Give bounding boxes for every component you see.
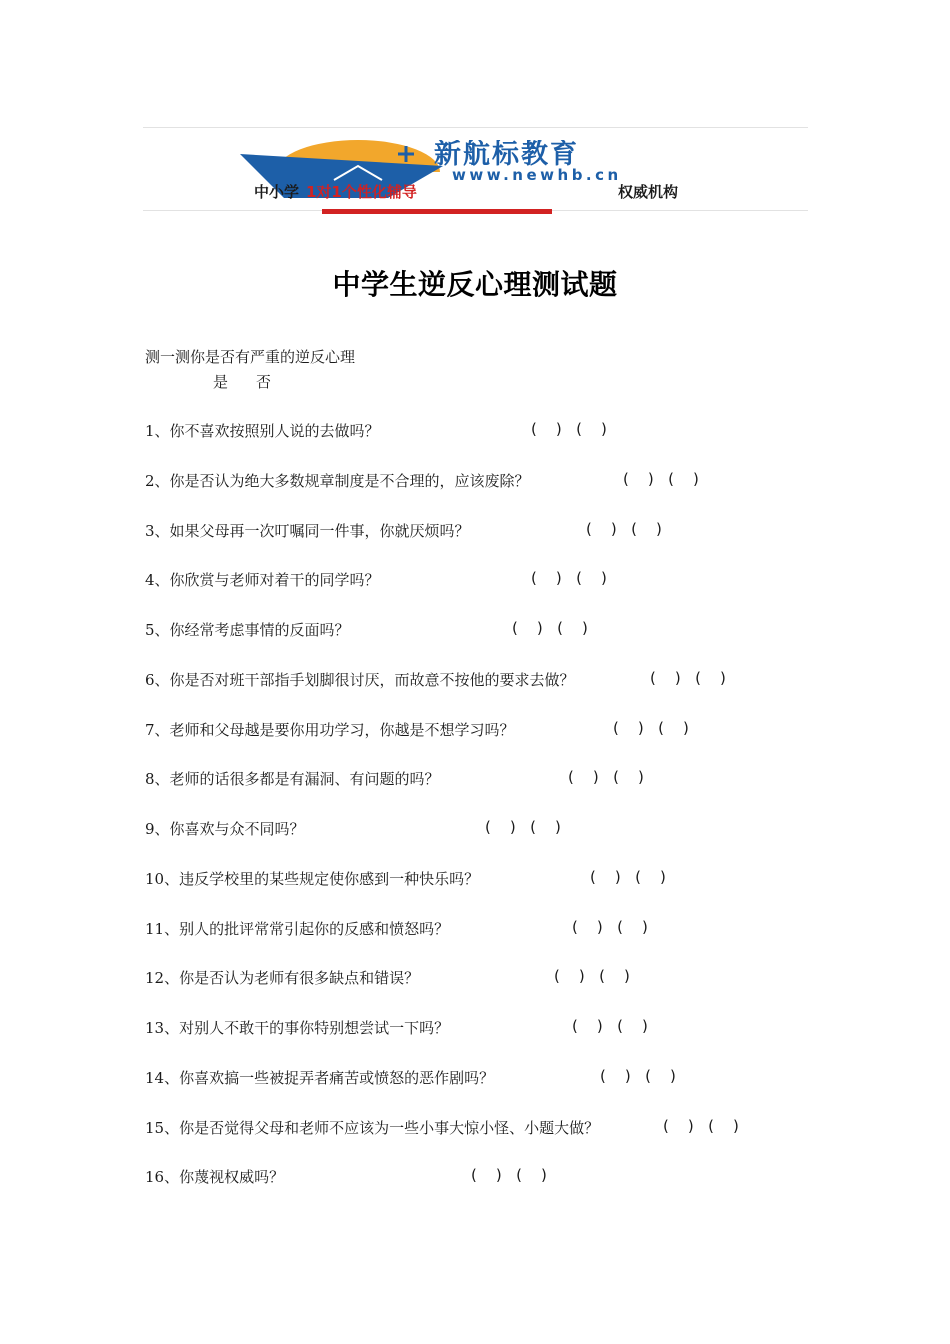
answer-blanks: ( ) ( )	[600, 1067, 676, 1085]
question-text: 15、你是否觉得父母和老师不应该为一些小事大惊小怪、小题大做？	[145, 1119, 600, 1137]
logo-url-text: www.newhb.cn	[452, 166, 622, 184]
answer-blanks: ( ) ( )	[512, 619, 588, 637]
question-text: 13、对别人不敢干的事你特别想尝试一下吗？	[145, 1019, 450, 1037]
answer-blanks: ( ) ( )	[485, 818, 561, 836]
question-text: 5、你经常考虑事情的反面吗？	[145, 621, 350, 639]
answer-blanks: ( ) ( )	[531, 569, 607, 587]
answer-blanks: ( ) ( )	[572, 1017, 648, 1035]
yes-label: 是	[213, 373, 229, 391]
answer-blanks: ( ) ( )	[650, 669, 726, 687]
question-text: 3、如果父母再一次叮嘱同一件事，你就厌烦吗？	[145, 522, 470, 540]
page-title: 中学生逆反心理测试题	[332, 268, 618, 301]
logo-brand-text: 新航标教育	[434, 140, 579, 170]
intro-text: 测一测你是否有严重的逆反心理	[145, 348, 356, 366]
question-text: 8、老师的话很多都是有漏洞、有问题的吗？	[145, 770, 440, 788]
logo-red-bar	[322, 209, 552, 214]
question-text: 4、你欣赏与老师对着干的同学吗？	[145, 571, 380, 589]
question-text: 1、你不喜欢按照别人说的去做吗？	[145, 422, 380, 440]
answer-blanks: ( ) ( )	[471, 1166, 547, 1184]
answer-blanks: ( ) ( )	[663, 1117, 739, 1135]
answer-blanks: ( ) ( )	[613, 719, 689, 737]
question-text: 9、你喜欢与众不同吗？	[145, 820, 305, 838]
question-text: 16、你蔑视权威吗？	[145, 1168, 285, 1186]
logo-tagline-post: 权威机构	[618, 183, 679, 201]
answer-blanks: ( ) ( )	[568, 768, 644, 786]
answer-blanks: ( ) ( )	[590, 868, 666, 886]
answer-blanks: ( ) ( )	[623, 470, 699, 488]
logo-tagline-red: 1对1个性化辅导	[306, 183, 417, 201]
answer-blanks: ( ) ( )	[572, 918, 648, 936]
question-text: 6、你是否对班干部指手划脚很讨厌，而故意不按他的要求去做？	[145, 671, 575, 689]
question-text: 7、老师和父母越是要你用功学习，你越是不想学习吗？	[145, 721, 515, 739]
answer-blanks: ( ) ( )	[531, 420, 607, 438]
brand-logo	[238, 140, 774, 202]
answer-blanks: ( ) ( )	[586, 520, 662, 538]
no-label: 否	[256, 373, 272, 391]
header-top-rule	[143, 127, 808, 128]
logo-tagline-pre: 中小学	[254, 183, 300, 201]
answer-blanks: ( ) ( )	[554, 967, 630, 985]
question-text: 2、你是否认为绝大多数规章制度是不合理的，应该废除？	[145, 472, 530, 490]
question-text: 12、你是否认为老师有很多缺点和错误？	[145, 969, 420, 987]
question-text: 11、别人的批评常常引起你的反感和愤怒吗？	[145, 920, 450, 938]
question-text: 10、违反学校里的某些规定使你感到一种快乐吗？	[145, 870, 480, 888]
question-text: 14、你喜欢搞一些被捉弄者痛苦或愤怒的恶作剧吗？	[145, 1069, 495, 1087]
